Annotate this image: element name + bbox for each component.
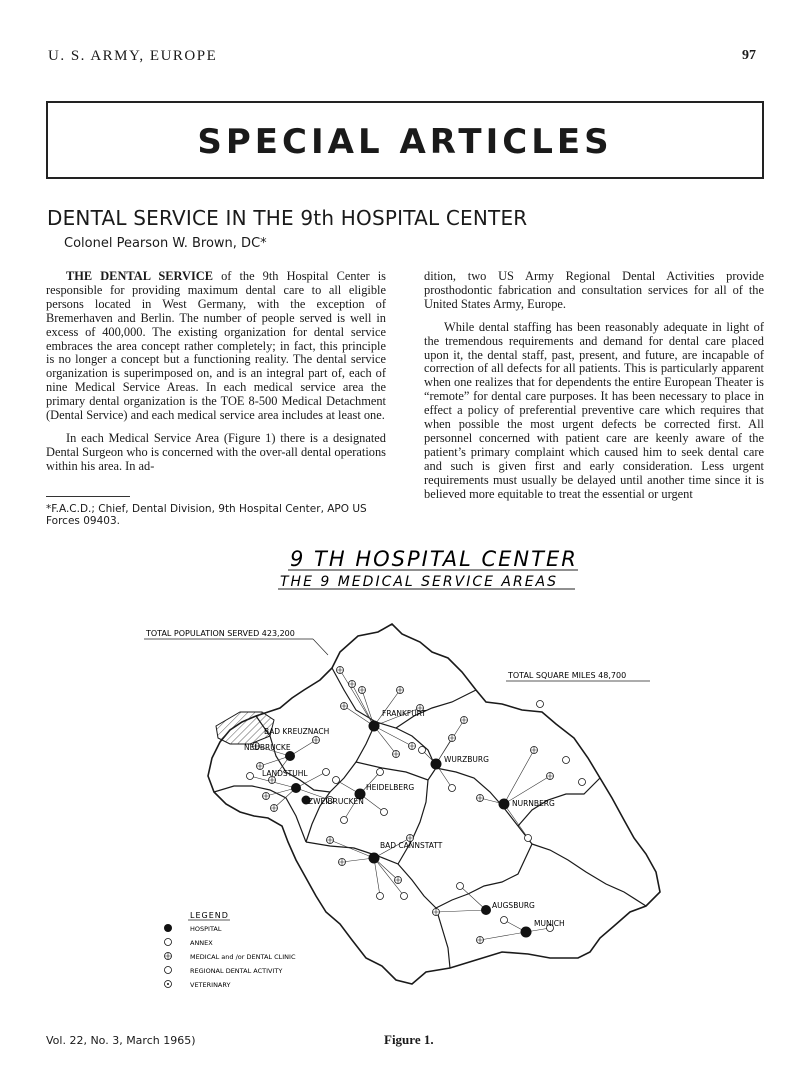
footnote-rule — [46, 496, 130, 497]
page-number: 97 — [742, 48, 756, 63]
hospital-label-augsburg: AUGSBURG — [492, 901, 535, 910]
hospital-label-heidelberg: HEIDELBERG — [366, 783, 415, 792]
legend-title: LEGEND — [190, 911, 229, 920]
paragraph — [46, 270, 386, 423]
map-legend — [164, 911, 296, 989]
figure-caption: Figure 1. — [384, 1032, 434, 1047]
left-column — [46, 270, 386, 483]
legend-regional-icon — [165, 967, 172, 974]
paragraph: In each Medical Service Area (Figure 1) there is a designated Dental Surgeon who is concerned with the over-all dental operations within his area. In ad- — [46, 430, 386, 473]
hospital-label-cannstatt: BAD CANNSTATT — [380, 841, 443, 850]
section-title: SPECIAL ARTICLES — [197, 122, 613, 162]
paragraph: dition, two US Army Regional Dental Activities provide prosthodontic fabrication and consultation services for all of the United States Army, Europe. — [424, 269, 764, 311]
legend-item: ANNEX — [190, 939, 213, 947]
paragraph: While dental staffing has been reasonably adequate in light of the tremendous requirements and demand for dental care placed upon it, the dental staff, past, present, and future, are incapable of correction of all defects for all patients. This is particularly apparent when one realizes that for dependents the entire European Theater is “remote” for dental care purposes. It has been necessary to place in effect a policy of preferential preventive care which requires that when possible the most urgent defects be corrected first. All personnel concerned with patient care are keenly aware of the patient’s primary complaint which caused him to seek dental care and such is given first and early consideration. Less urgent requirements must usually be delayed until another time since it is believed more equitable to treat the essential or urgent — [424, 319, 764, 501]
lead-in: THE DENTAL SERVICE — [66, 269, 213, 283]
map-title: 9 TH HOSPITAL CENTER — [290, 547, 578, 571]
legend-hospital-icon — [164, 924, 172, 932]
footnote: *F.A.C.D.; Chief, Dental Division, 9th Hospital Center, APO US Forces 09403. — [46, 503, 367, 527]
legend-item: MEDICAL and /or DENTAL CLINIC — [190, 953, 296, 961]
hospital-label-wurzburg: WURZBURG — [444, 755, 489, 764]
hospital-label-neubrucke: NEUBRUCKE — [244, 743, 291, 752]
hospital-label-munich: MUNICH — [534, 919, 565, 928]
right-column — [424, 270, 764, 511]
paragraph-text: of the 9th Hospital Center is responsible for providing maximum dental care to all eligible persons located in West Germany, with the exception of Bremerhaven and Berlin. The number of people served is well in excess of 400,000. The existing organization for dental service embraces the area concept rather completely; in fact, this principle is no longer a concept but a functioning reality. The dental service organization is superimposed on, and is an integral part of, each of nine Medical Service Areas. In each medical service area the primary dental organization is the TOE 8-500 Medical Detachment (Dental Service) and each medical service area includes at least one. — [46, 269, 386, 423]
square-miles-label: TOTAL SQUARE MILES 48,700 — [508, 671, 627, 680]
hospital-label-frankfurt: FRANKFURT — [382, 709, 426, 718]
hospital-label-landstuhl: LANDSTUHL — [262, 769, 308, 778]
hospital-label-zweibrucken: ZWEIBRUCKEN — [308, 797, 364, 806]
hospital-label-kreuznach: BAD KREUZNACH — [264, 727, 330, 736]
legend-item: VETERINARY — [190, 981, 231, 989]
running-head: U. S. ARMY, EUROPE — [48, 48, 218, 64]
hospital-label-nurnberg: NURNBERG — [512, 799, 555, 808]
legend-annex-icon — [165, 939, 172, 946]
map-subtitle: THE 9 MEDICAL SERVICE AREAS — [280, 574, 559, 590]
area-boundaries — [214, 668, 646, 968]
journal-citation: Vol. 22, No. 3, March 1965) — [46, 1034, 196, 1047]
figure-map — [130, 540, 670, 1020]
legend-item: HOSPITAL — [190, 925, 222, 933]
legend-item: REGIONAL DENTAL ACTIVITY — [190, 967, 283, 975]
article-title: DENTAL SERVICE IN THE 9th HOSPITAL CENTER — [47, 206, 528, 230]
medical-service-areas-map — [130, 540, 670, 1020]
section-banner — [46, 101, 764, 179]
population-label: TOTAL POPULATION SERVED 423,200 — [146, 629, 295, 638]
byline: Colonel Pearson W. Brown, DC* — [64, 236, 267, 251]
